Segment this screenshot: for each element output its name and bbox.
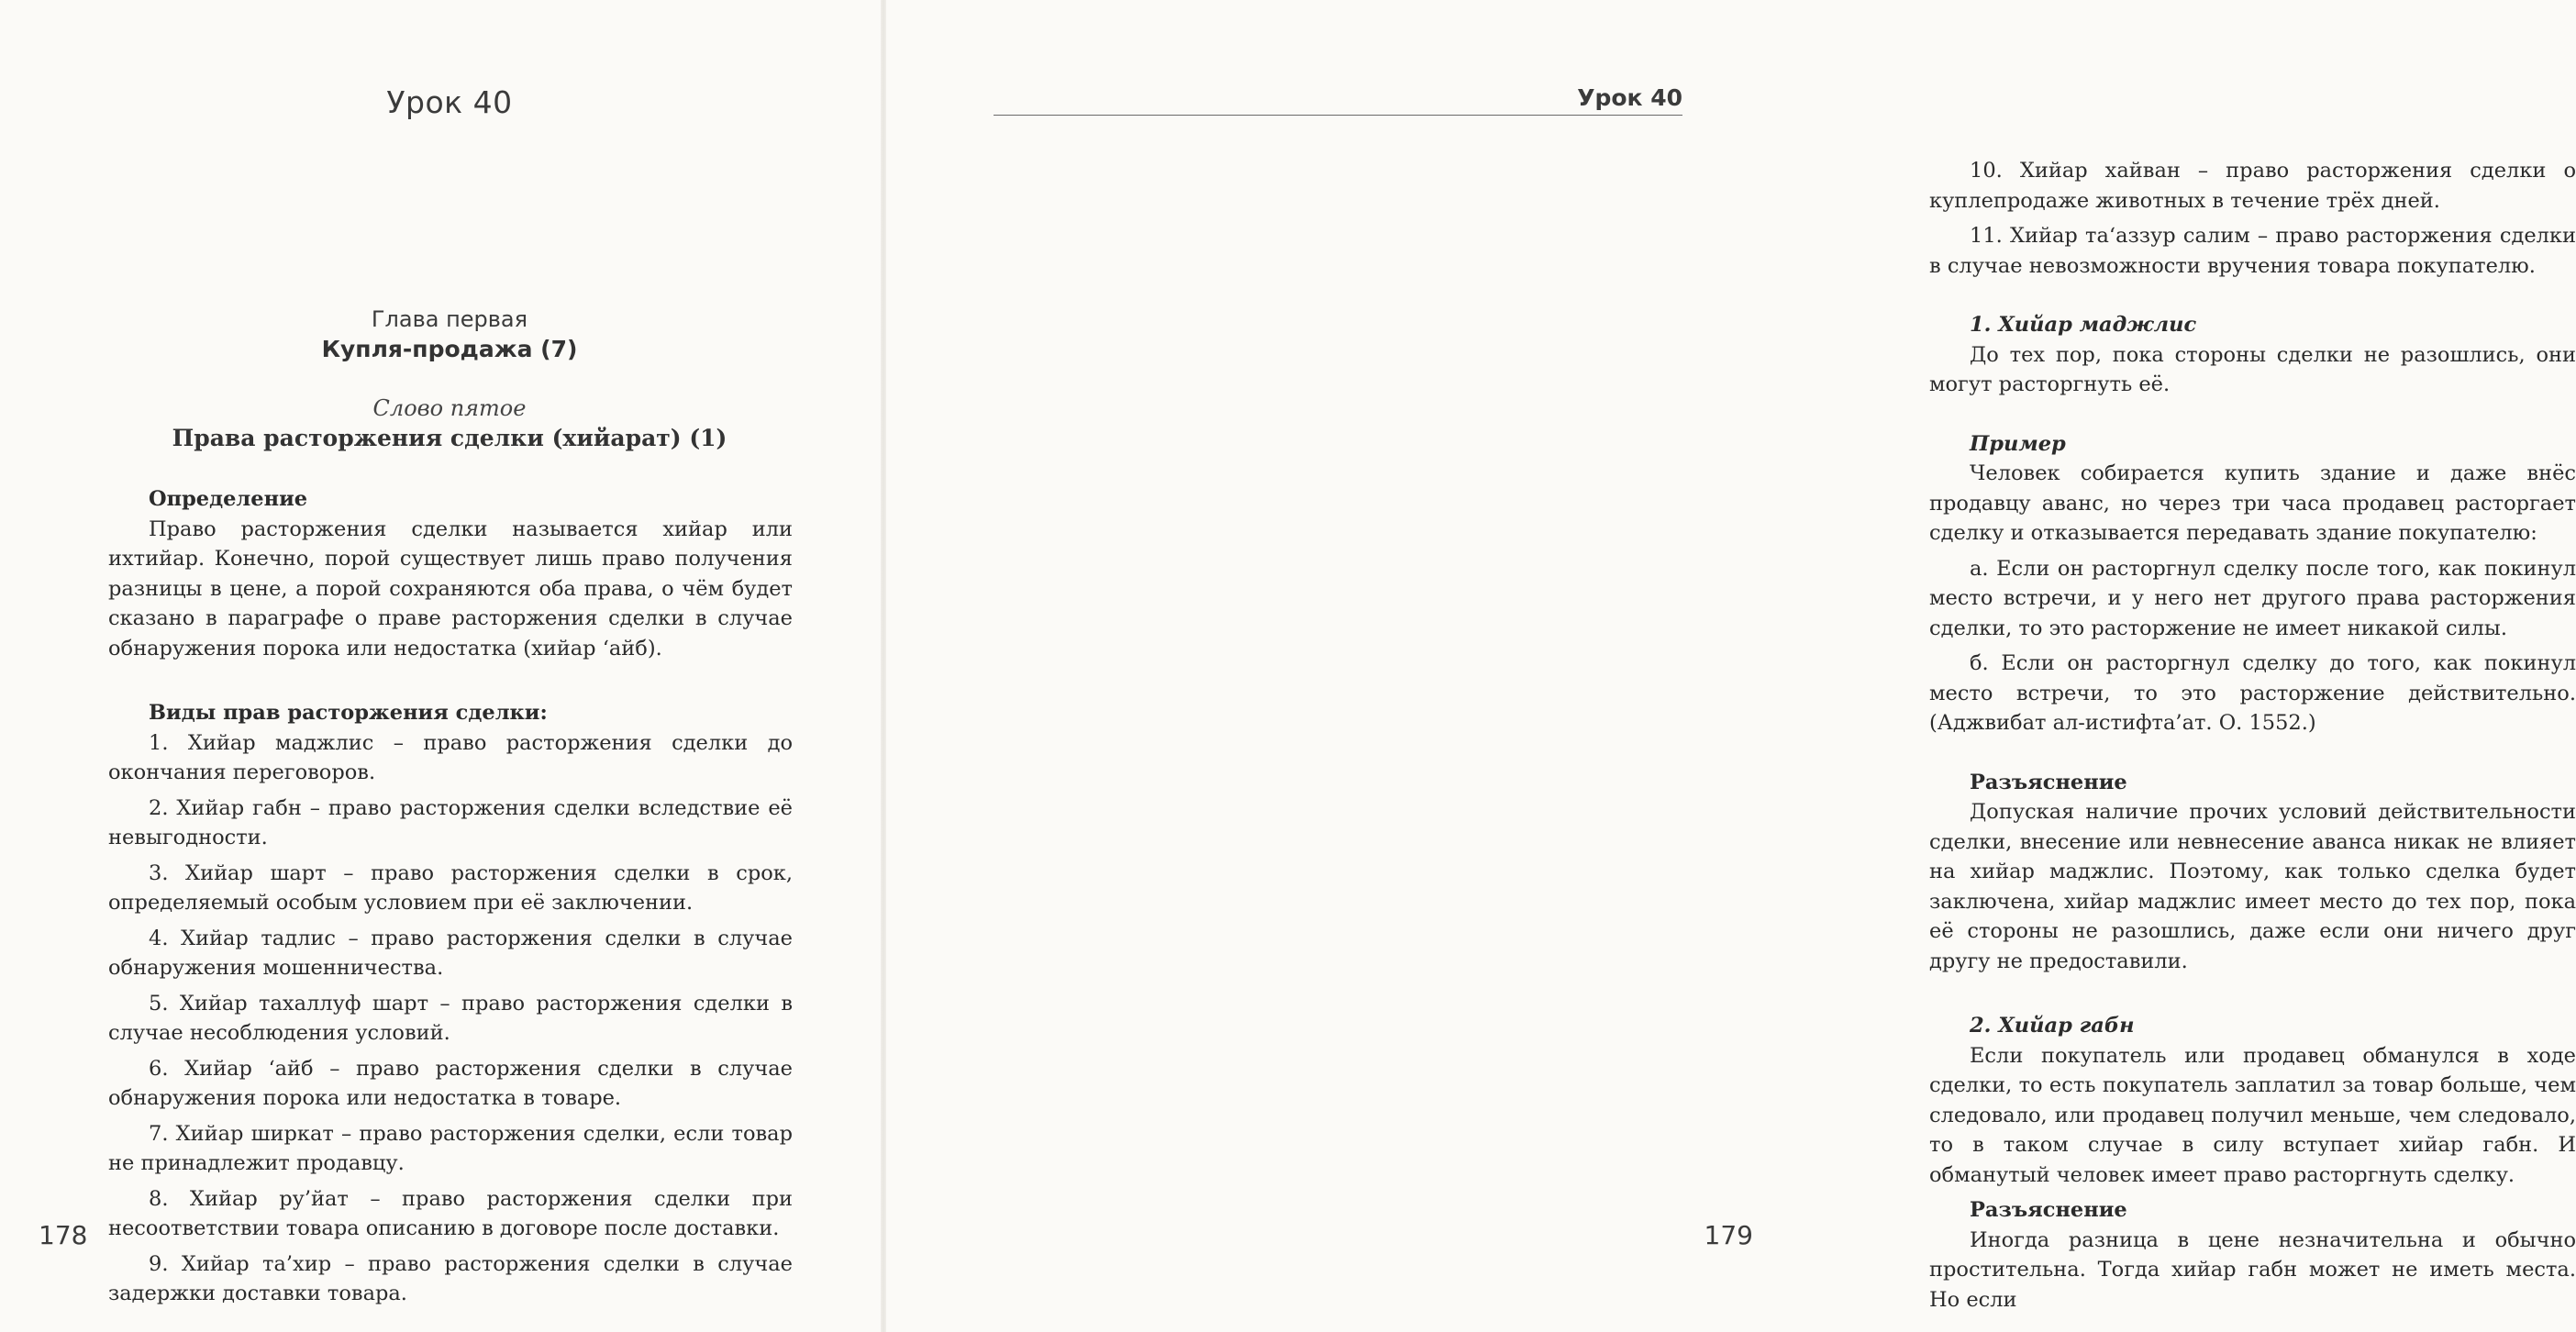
word-label: Слово пятое [372, 395, 527, 421]
example-a: а. Если он расторгнул сделку после того, как покинул место встречи, и у него нет другого права расторжения сделки, то это расторжение не имеет никакой силы. [1929, 556, 2576, 640]
chapter-title: Купля-продажа (7) [321, 336, 578, 362]
explanation1-paragraph: Допуская наличие прочих условий действительности сделки, внесение или невнесение аванса никак не влияет на хийар маджлис. Поэтому, как только сделка будет заключена, хийар маджлис имеет место до тех пор, пока её стороны не разошлись, даже если они ничего друг другу не предоставили. [1929, 800, 2576, 973]
type-item: 10. Хийар хайван – право расторжения сделки о куплепродаже животных в течение трёх дней. [1929, 159, 2576, 213]
page-number-right: 179 [1704, 1220, 1753, 1250]
page-number-left: 178 [39, 1220, 88, 1250]
types-heading: Виды прав расторжения сделки: [149, 701, 548, 725]
running-head: Урок 40 [1577, 84, 1682, 111]
section1-heading: 1. Хийар маджлис [1970, 313, 2197, 337]
type-item: 4. Хийар тадлис – право расторжения сделки в случае обнаружения мошенничества. [108, 926, 793, 980]
type-item: 8. Хийар ру’йат – право расторжения сделки при несоответствии товара описанию в договоре после доставки. [108, 1186, 793, 1240]
section1-paragraph: До тех пор, пока стороны сделки не разошлись, они могут расторгнуть её. [1929, 342, 2576, 396]
type-item: 5. Хийар тахаллуф шарт – право расторжения сделки в случае несоблюдения условий. [108, 991, 793, 1045]
explanation2-heading: Разъяснение [1970, 1198, 2127, 1222]
example-b: б. Если он расторгнул сделку до того, как покинул место встречи, то это расторжение действительно. (Аджвибат ал-истифта’ат. О. 1552.) [1929, 651, 2576, 735]
left-text-column [108, 484, 793, 1315]
type-item: 6. Хийар ʻайб – право расторжения сделки в случае обнаружения порока или недостатка в товаре. [108, 1056, 793, 1110]
type-item: 11. Хийар та‘аззур салим – право расторжения сделки в случае невозможности вручения товара покупателю. [1929, 224, 2576, 278]
type-item: 3. Хийар шарт – право расторжения сделки в срок, определяемый особым условием при её заключении. [108, 860, 793, 915]
type-item: 7. Хийар ширкат – право расторжения сделки, если товар не принадлежит продавцу. [108, 1121, 793, 1175]
word-title: Права расторжения сделки (хийарат) (1) [172, 425, 727, 451]
right-page [885, 0, 2576, 1332]
explanation1-heading: Разъяснение [1970, 770, 2127, 794]
explanation2-paragraph: Иногда разница в цене незначительна и обычно простительна. Тогда хийар габн может не иметь места. Но если [1929, 1227, 2576, 1312]
lesson-title: Урок 40 [386, 84, 513, 120]
type-item: 1. Хийар маджлис – право расторжения сделки до окончания переговоров. [108, 730, 793, 784]
header-rule [994, 115, 1682, 116]
section2-paragraph: Если покупатель или продавец обманулся в ходе сделки, то есть покупатель заплатил за товар больше, чем следовало, или продавец получил меньше, чем следовало, то в таком случае в силу вступает хийар габн. И обманутый человек имеет право расторгнуть сделку. [1929, 1043, 2576, 1187]
left-page [0, 0, 881, 1332]
chapter-label: Глава первая [371, 306, 528, 332]
example-paragraph: Человек собирается купить здание и даже внёс продавцу аванс, но через три часа продавец расторгает сделку и отказывается передавать здание покупателю: [1929, 461, 2576, 545]
type-item: 9. Хийар та’хир – право расторжения сделки в случае задержки доставки товара. [108, 1251, 793, 1305]
definition-heading: Определение [149, 487, 308, 511]
example-heading: Пример [1970, 431, 2066, 456]
right-text-column [1929, 156, 2576, 1320]
type-item: 2. Хийар габн – право расторжения сделки вследствие её невыгодности. [108, 795, 793, 849]
definition-paragraph: Право расторжения сделки называется хийар или ихтийар. Конечно, порой существует лишь право получения разницы в цене, а порой сохраняются оба права, о чём будет сказано в параграфе о праве расторжения сделки в случае обнаружения порока или недостатка (хийар ʻайб). [108, 516, 793, 660]
section2-heading: 2. Хийар габн [1970, 1014, 2135, 1038]
